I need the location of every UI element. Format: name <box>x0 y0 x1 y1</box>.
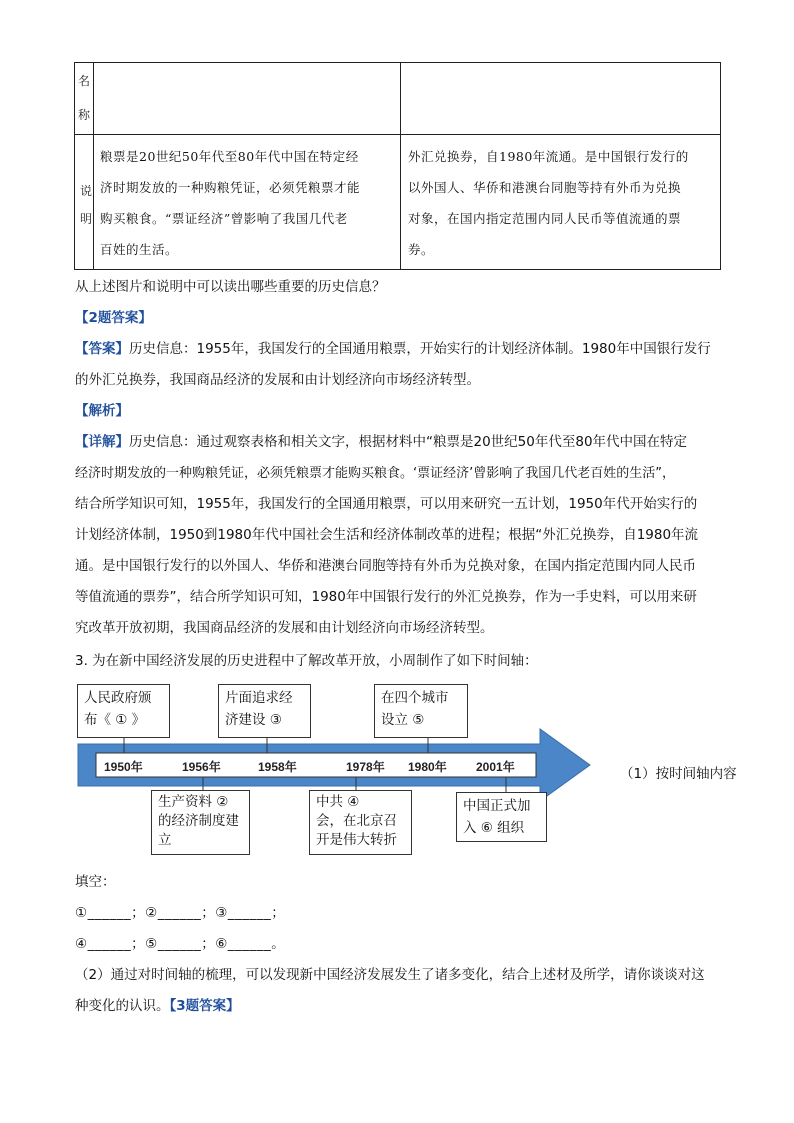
box-line: 中国正式加 <box>463 798 531 814</box>
timeline-box-2001 <box>456 792 547 842</box>
box-line: 立 <box>158 832 172 848</box>
answer-text: 历史信息：1955年，我国发行的全国通用粮票，开始实行的计划经济体制。1980年中国银行发行 <box>129 341 711 357</box>
year-2001: 2001年 <box>476 760 515 774</box>
table-row1-char-1: 名 <box>78 74 91 88</box>
answer-label: 【答案】 <box>75 341 129 357</box>
year-1980: 1980年 <box>408 760 447 774</box>
box-line: 中共 ④ <box>316 794 360 810</box>
box-line: 在四个城市 <box>381 690 449 706</box>
detail-line: 等值流通的票券”，结合所学知识可知，1980年中国银行发行的外汇兑换券，作为一手史料，可以用来研 <box>75 589 697 605</box>
table-right-line: 外汇兑换券，自1980年流通。是中国银行发行的 <box>408 149 689 164</box>
detail-line: 经济时期发放的一种购粮凭证，必须凭粮票才能购买粮食。‘票证经济’曾影响了我国几代老百姓的生活”， <box>75 466 676 481</box>
timeline-box-1958 <box>218 684 311 738</box>
box-line: 济建设 ③ <box>225 712 282 728</box>
fill-line-1: ①______；②______；③______； <box>75 905 286 921</box>
q2-answer-tag: 【2题答案】 <box>75 310 152 326</box>
detail-line-1 <box>75 427 725 458</box>
table-right-line: 以外国人、华侨和港澳台同胞等持有外币为兑换 <box>408 180 682 195</box>
box-line: 人民政府颁 <box>84 690 152 706</box>
box-line: 生产资料 ② <box>158 794 229 810</box>
table-right-line: 券。 <box>408 242 435 257</box>
table-left-line: 济时期发放的一种购粮凭证，必须凭粮票才能 <box>100 180 361 195</box>
q3-part2-line-1: （2）通过对时间轴的梳理，可以发现新中国经济发展发生了诸多变化，结合上述材及所学，请你谈谈对这 <box>75 967 705 983</box>
detail-label: 【详解】 <box>75 434 129 450</box>
table-row2-char-1: 说 <box>80 184 93 198</box>
table-divider-middle <box>400 62 401 270</box>
year-1956: 1956年 <box>182 760 221 774</box>
detail-line: 结合所学知识可知，1955年，我国发行的全国通用粮票，可以用来研究一五计划，1950年代开始实行的 <box>75 496 698 512</box>
table-row2-char-2: 明 <box>80 212 93 226</box>
q3-part2-text: 种变化的认识。 <box>75 998 170 1014</box>
detail-line: 计划经济体制，1950到1980年代中国社会生活和经济体制改革的进程；根据“外汇兑换券，自1980年流 <box>75 527 699 543</box>
box-line: 布《 ① 》 <box>84 712 146 728</box>
table-left-line: 购买粮食。“票证经济”曾影响了我国几代老 <box>100 211 348 226</box>
timeline-box-1956 <box>151 790 250 855</box>
box-line: 开是伟大转折 <box>316 832 397 848</box>
table-left-line: 百姓的生活。 <box>100 242 179 257</box>
analysis-tag: 【解析】 <box>75 403 129 419</box>
year-1978: 1978年 <box>346 760 385 774</box>
table-row1-char-2: 称 <box>78 108 91 122</box>
detail-line: 究改革开放初期，我国商品经济的发展和由计划经济向市场经济转型。 <box>75 620 494 636</box>
table-divider-left <box>93 62 94 270</box>
year-1958: 1958年 <box>258 760 297 774</box>
answer-line-2: 的外汇兑换券，我国商品经济的发展和由计划经济向市场经济转型。 <box>75 372 480 388</box>
table-row-divider <box>74 134 721 135</box>
timeline-side-note: （1）按时间轴内容 <box>620 766 737 782</box>
table-right-line: 对象，在国内指定范围内同人民币等值流通的票 <box>408 211 682 226</box>
q3-intro: 3. 为在新中国经济发展的历史进程中了解改革开放，小周制作了如下时间轴： <box>75 653 538 669</box>
q3-part2-line-2 <box>75 991 725 1022</box>
question-line: 从上述图片和说明中可以读出哪些重要的历史信息？ <box>75 279 386 295</box>
box-line: 片面追求经 <box>225 690 293 706</box>
box-line: 入 ⑥ 组织 <box>463 820 525 836</box>
year-1950: 1950年 <box>104 760 143 774</box>
box-line: 会，在北京召 <box>316 813 397 829</box>
timeline-box-1950 <box>77 684 170 738</box>
q3-answer-tag: 【3题答案】 <box>169 998 240 1014</box>
box-line: 设立 ⑤ <box>381 712 425 728</box>
timeline-box-1978 <box>309 790 412 855</box>
detail-text: 历史信息：通过观察表格和相关文字，根据材料中“粮票是20世纪50年代至80年代中国在特定 <box>129 434 688 450</box>
answer-line-1 <box>75 334 725 365</box>
box-line: 的经济制度建 <box>158 813 239 829</box>
table-left-line: 粮票是20世纪50年代至80年代中国在特定经 <box>100 149 359 164</box>
timeline-box-1980 <box>374 684 468 738</box>
fill-line-2: ④______；⑤______；⑥______。 <box>75 936 286 952</box>
detail-line: 通。是中国银行发行的以外国人、华侨和港澳台同胞等持有外币为兑换对象，在国内指定范围内同人民币 <box>75 558 696 574</box>
fill-label: 填空： <box>75 874 116 890</box>
